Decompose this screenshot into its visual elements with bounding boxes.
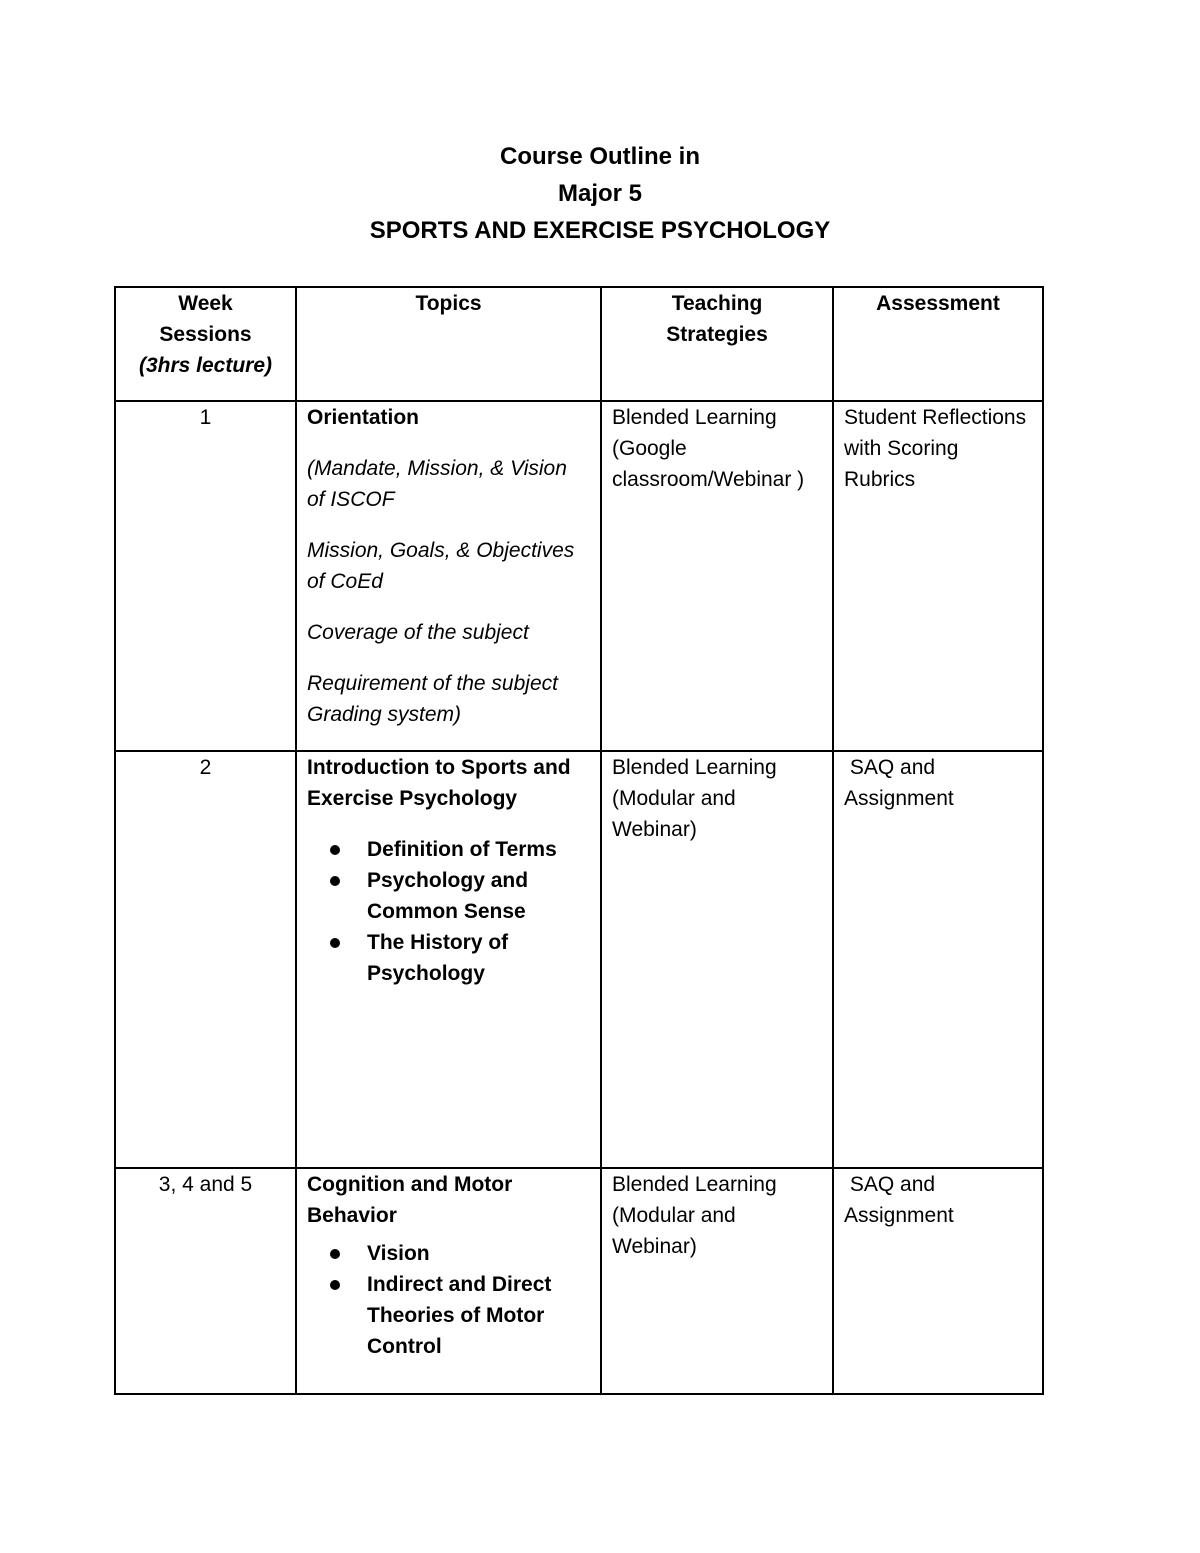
topic-bullet: Vision: [367, 1238, 590, 1269]
header-teaching-strategies: [601, 287, 833, 401]
topic-bullet: Indirect and Direct Theories of Motor Control: [367, 1269, 590, 1362]
teaching-cell: [601, 751, 833, 1168]
assessment-value: Student Reflections with Scoring Rubrics: [844, 406, 1027, 491]
header-week-sessions: [115, 287, 296, 401]
topic-bullet: The History of Psychology: [367, 927, 590, 989]
topics-cell: [296, 751, 601, 1168]
week-value: 3, 4 and 5: [158, 1173, 253, 1196]
header-assessment: [833, 287, 1043, 401]
week-value: 1: [199, 406, 212, 429]
header-teaching-line1: Teaching: [671, 292, 763, 315]
teaching-value: Blended Learning (Google classroom/Webinar ): [612, 406, 805, 491]
topic-bullet-list: [307, 1238, 590, 1362]
header-week-line1: Week: [178, 292, 233, 315]
topics-cell: [296, 1168, 601, 1394]
header-teaching-line2: Strategies: [666, 323, 768, 346]
header-week-line2: Sessions: [159, 323, 252, 346]
topic-title: Orientation: [307, 406, 420, 429]
teaching-value: Blended Learning (Modular and Webinar): [612, 756, 777, 841]
title-line-1: Course Outline in: [499, 143, 700, 170]
assessment-value: SAQ and Assignment: [844, 756, 954, 810]
header-topics: [296, 287, 601, 401]
topic-note: Mission, Goals, & Objectives of CoEd: [307, 539, 575, 593]
topic-bullet: Definition of Terms: [367, 834, 590, 865]
topic-bullet-list: [307, 834, 590, 989]
assessment-cell: [833, 751, 1043, 1168]
assessment-cell: [833, 401, 1043, 751]
course-outline-table: [114, 286, 1044, 1395]
teaching-value: Blended Learning (Modular and Webinar): [612, 1173, 777, 1258]
table-header-row: [115, 287, 1043, 401]
week-cell: [115, 751, 296, 1168]
header-week-line3: (3hrs lecture): [138, 354, 273, 377]
teaching-cell: [601, 401, 833, 751]
topic-bullet: Psychology and Common Sense: [367, 865, 590, 927]
week-value: 2: [199, 756, 212, 779]
assessment-value: SAQ and Assignment: [844, 1173, 954, 1227]
teaching-cell: [601, 1168, 833, 1394]
topic-note: Grading system): [307, 703, 462, 726]
topic-title: Introduction to Sports and Exercise Psychology: [307, 756, 571, 810]
header-topics-label: Topics: [415, 292, 482, 315]
assessment-cell: [833, 1168, 1043, 1394]
topic-title: Cognition and Motor Behavior: [307, 1173, 513, 1227]
topics-cell: [296, 401, 601, 751]
table-row: [115, 1168, 1043, 1394]
week-cell: [115, 401, 296, 751]
header-assessment-label: Assessment: [876, 292, 1000, 315]
topic-note: (Mandate, Mission, & Vision of ISCOF: [307, 457, 567, 511]
table-row: [115, 401, 1043, 751]
title-line-3: SPORTS AND EXERCISE PSYCHOLOGY: [369, 217, 831, 244]
document-title-block: [0, 138, 1200, 249]
title-line-2: Major 5: [557, 180, 643, 207]
week-cell: [115, 1168, 296, 1394]
topic-note: Requirement of the subject: [307, 672, 558, 695]
table-row: [115, 751, 1043, 1168]
topic-note: Coverage of the subject: [307, 621, 529, 644]
